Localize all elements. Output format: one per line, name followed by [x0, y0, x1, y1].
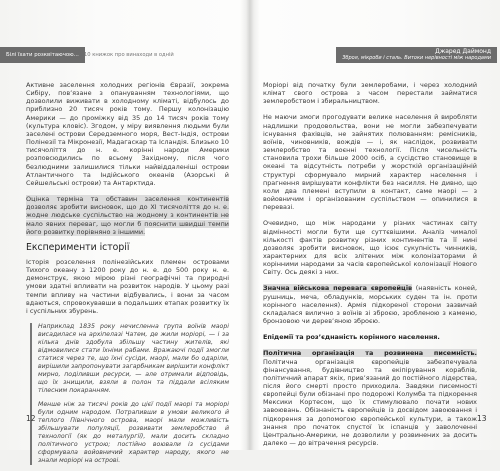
right-running-header [259, 47, 497, 63]
right-header-tag [336, 47, 497, 63]
right-paragraph-1: Моріорі від початку були землеробами, і через холодний клімат свого острова з часом перестали займатися землеробством і збиральництвом. [263, 81, 477, 106]
bold-heading-2: Епідемії та роз’єднаність корінного населення. [263, 333, 440, 342]
bold-3-continuation: Політична організація європейців забезпечувала фінансування, будівництво та екіпірування кораблів, політичний апарат якіх, прив’язаний до постійного лідерства, після його смерті просто приходила. Завдяки писемності європейці були обізнані про подорожі Колумба та підкорення Мексики Кортесом, що їх стимулювало почати нових завоювань. Обізнаність європейців із досвідом завоювання і підкорення за допомогою європейської культури, а також знання про початок спустої їх іспанців у заволоченні Центрально-Америки, не дозволили у розвинених за досить далеко — до вітрачення ресурсів. [263, 357, 477, 448]
left-paragraph-3: Історія розселення полінезійських племен островами Тихого океану з 1200 року до н. е. до 500 року н. е. демонструє, якою мірою різні географічні та природні умови здатні впливати на розвиток народів. У цьому разі темпи впливу на частини відбувались, і вони за часом вдаються, спровокувавши в подальших етапах розвитку їх і суспільних збурень. [26, 257, 229, 315]
left-running-header [0, 47, 236, 63]
book-title: Зброя, мікроби і сталь. Витоки нерівності між народами [342, 55, 491, 61]
left-body-text [26, 81, 229, 471]
right-paragraph-3: Очевидно, що між народами у різних частинах світу відмінності могли бути ще суттєвішими. Аналіз чималої кількості фактів розвитку різних континентів та її нині дозволяє зробити висновок, що ісює сукупність чинників, характерних для всіх злітених між колонізаторами й корінними народами за часів європейської колонізації Нового Світу. Ось деякі з них. [263, 219, 477, 277]
bold-1-continuation: (наявність коней, рушниць, меча, обладунків, морських суден та ін. проти корінного населення). Армія підкореної сторони зазвичай складалася вилично з воїнів зі зброєю, зробленою з каменю, бронзовою чи дерев’яною зброєю. [263, 284, 478, 326]
quote-block [30, 323, 229, 465]
highlighted-text: Оцінка терміна та обставин заселення континентів дозволяє зробити висновок, що до XI тисячоліття до н. е. жодне людське суспільство на жодному з континентів не мало явних переваг, що могли б пояснити швидші темпи його розвитку порівняно з іншими. [26, 195, 229, 236]
left-page-number: 12 [26, 414, 36, 423]
left-paragraph-1: Активне заселення холодних регіонів Євразії, зокрема Сибіру, пов’язане з опануванням технологіями, що дозволили виживати в холодному кліматі, відбулось до приблизно 20 тисяч років тому. Першу колонізацію Америки — до проміжку від 35 до 14 тисяч років тому (культура кловіс). Згодом, у міру виявлення людьми були заселені острови Середземного моря, Вест-Індія, острови Полінезії та Мікронезії, Мадагаскар та Ісландія. Близько 10 тисячоліття до н. е. корінні народи Америки розповсюдились по всьому Західному, після чого безлюдними залишилися тільки найвіддаленіші острови Атлантичного та Індійського океанів (Азорські й Сейшельські острови) та Антарктида. [26, 81, 229, 187]
right-paragraph-5 [263, 349, 477, 447]
right-paragraph-2: Не маючи змоги прогодувати велике населення й виробляти надлишки продовольства, вони не могли забезпечувати існування фахівців, не зайнятих полюванням: ремісників, воїнів, чиновників, вождів — і, як наслідок, розвивати землеробство та воєнні технології. Після чисельність становила трохи більше 2000 осіб, а сусідство становище в океані та відсутність потреби у жорсткій організаційній структурі сформувало мирний характер населення і прагнення вирішувати конфлікти без насилля. Не дивно, що коли два племені вступили в контакт, саме маорі — з войовничим і організованим суспільством — опинилися в перевазі. [263, 113, 477, 212]
section-title: Експерименти історії [26, 241, 130, 253]
left-paragraph-2 [26, 195, 229, 236]
author-name: Джаред Даймонд [435, 48, 491, 55]
right-page [255, 0, 500, 450]
right-paragraph-4 [263, 284, 477, 325]
book-gutter [246, 0, 254, 450]
bold-heading-1: Значна військова перевага європейців [263, 284, 413, 293]
quote-paragraph-1: Наприклад 1835 року нечисленна група воїнів маорі висадилася на архіпелазі Чатем, де жили моріорі, — і за кілька днів здобула збільшу частину жителів, які відмовилися стати їхніми рабами. Вражаючі події змогли статися через те, що їхні сусіди, маорі, мали бо одаріли, вирішили запропонувати загарбникам вирішити конфлікт мирно, поділивши ресурси, — але отримали відповідь, що їх знищили, взяли в полон та піддали всіляким тілесним покаранням. [38, 323, 229, 395]
quote-paragraph-2: Менше ніж за тисячі років до цієї події маорі та моріорі були одним народом. Потрапивши в умови великого й теплого Північного острова, маорі мали можливість збільшувати популяції, розвивати землеробство й технології (як до металургії), мали досить складно політичного устрою; постійно воювали із сусідами сформувала войовничий характер народу, якого не знали моріорі на острові. [38, 401, 229, 465]
left-header-tag: Білі їхати розквітаючою... [0, 47, 85, 63]
left-page [0, 0, 245, 465]
right-body-text [263, 81, 477, 455]
bold-heading-3: Політична організація та розвинена писемність. [263, 349, 477, 358]
left-header-subtitle: 10 книжок про винаходи в одній [84, 52, 174, 58]
right-page-number: 13 [477, 414, 487, 423]
